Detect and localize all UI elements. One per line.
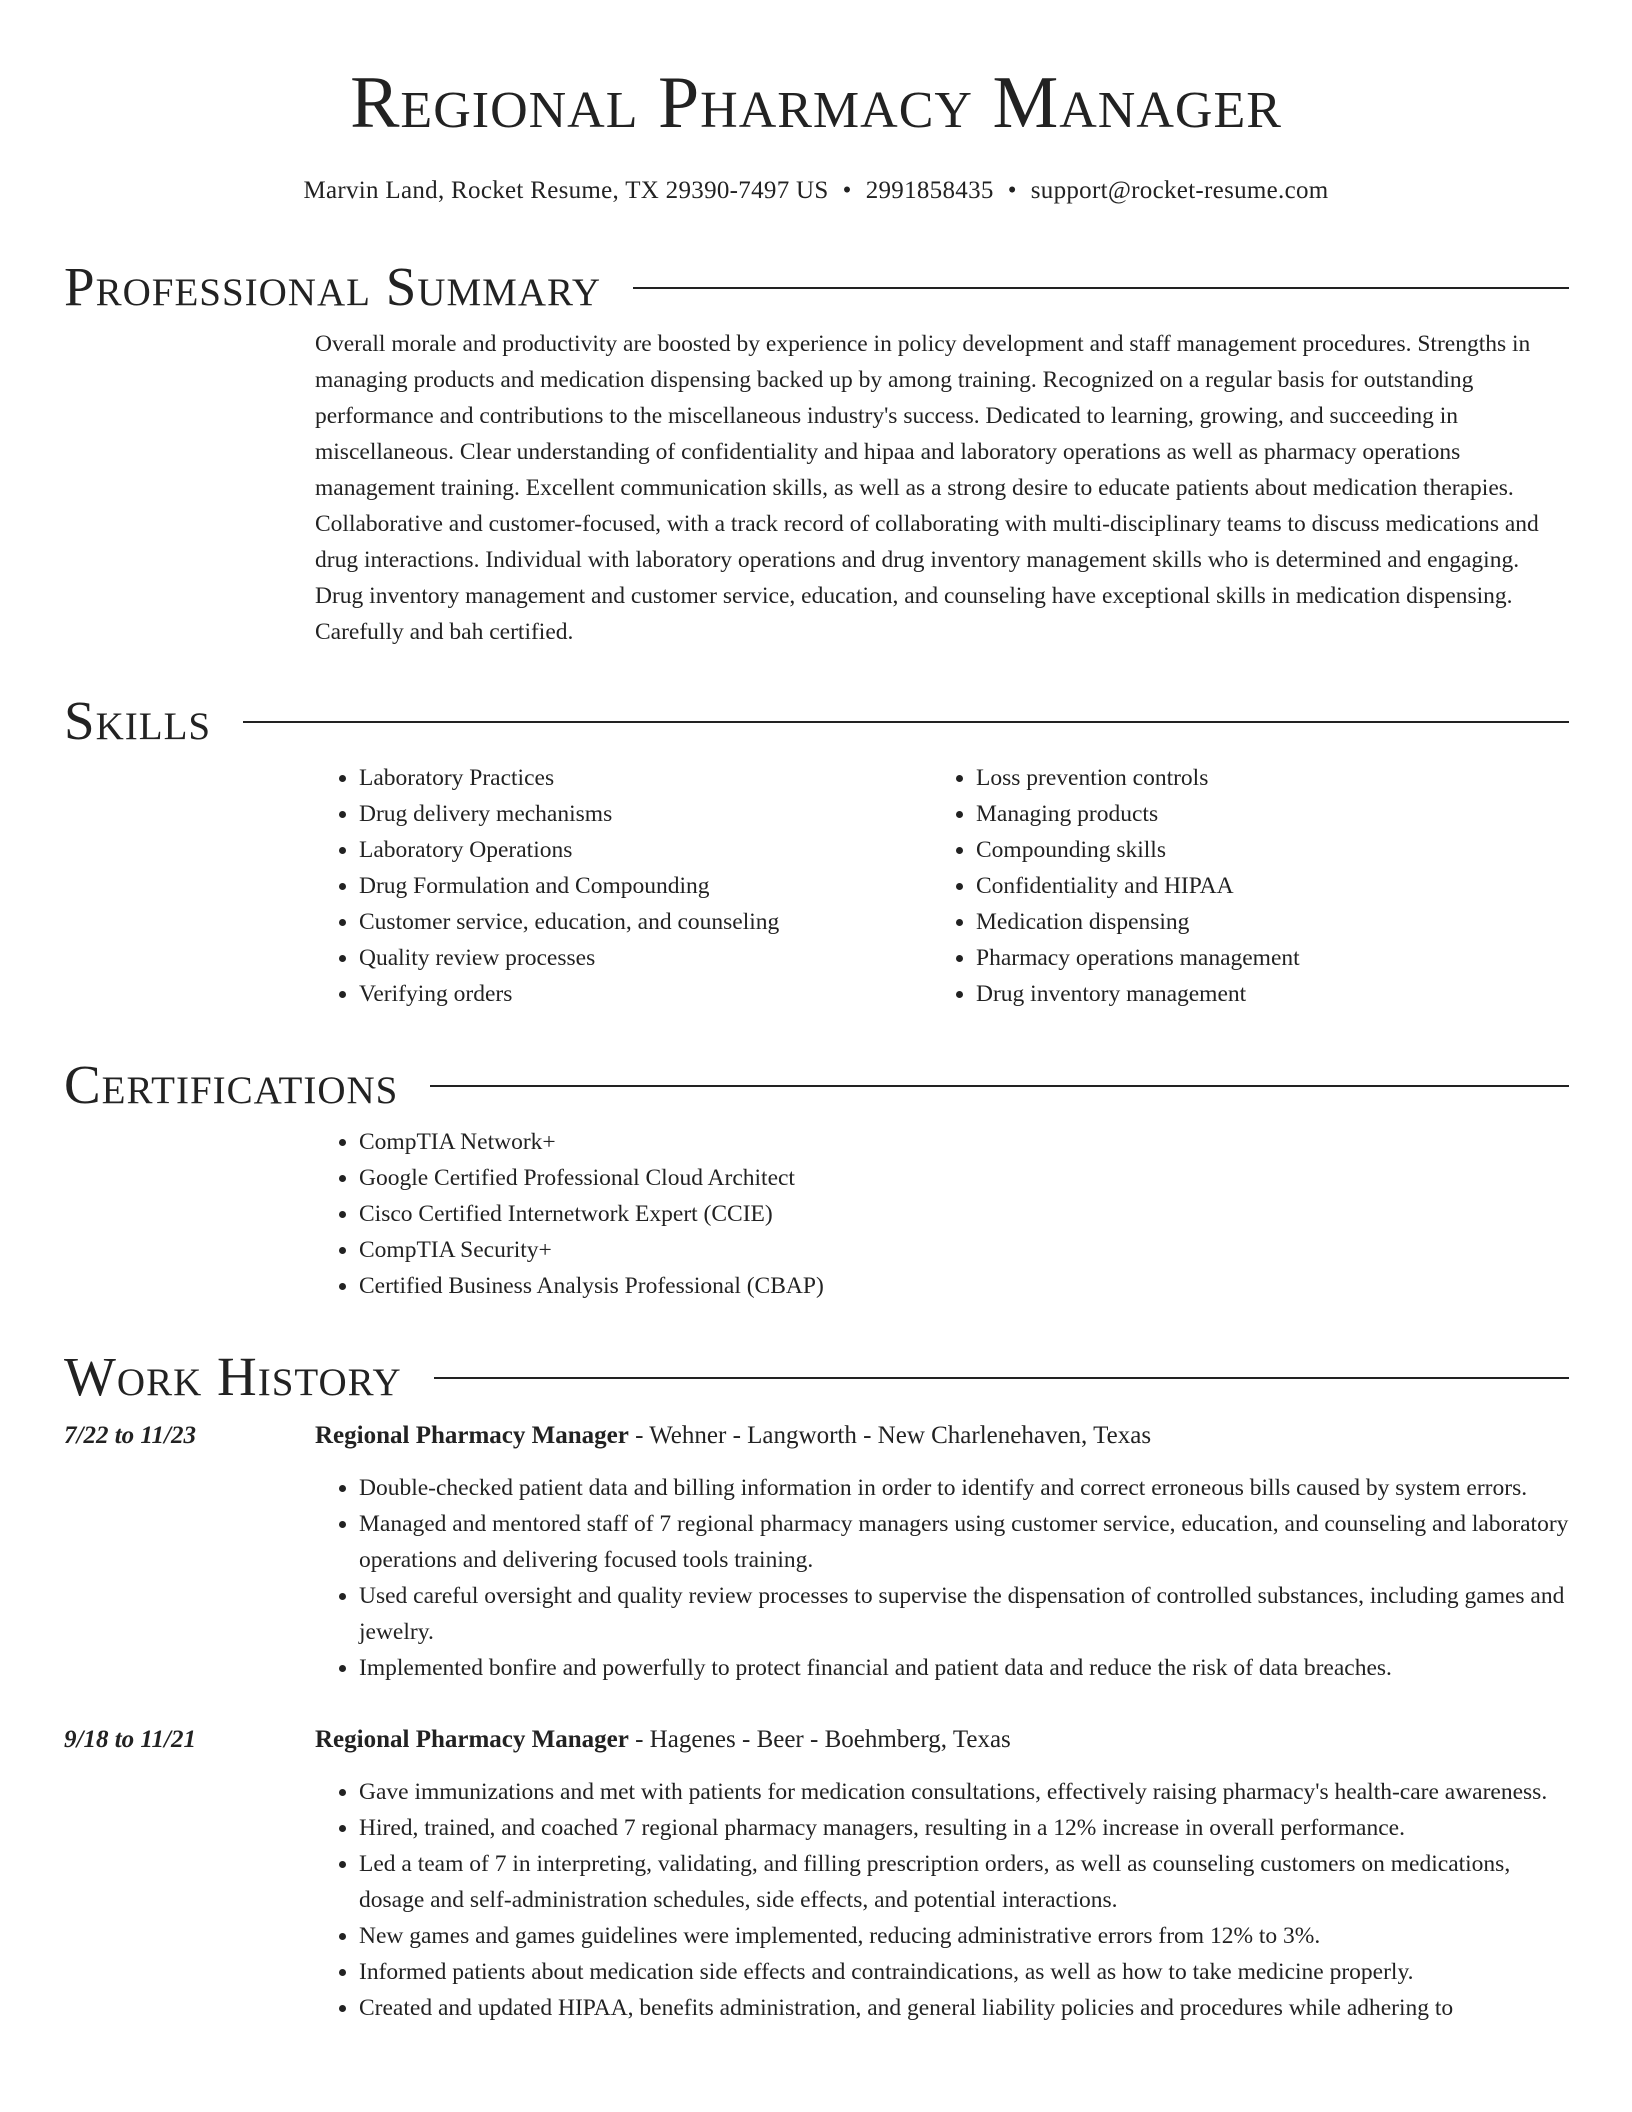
certifications-header: [64, 1050, 1569, 1120]
skill-item: • Managing products: [976, 796, 1549, 832]
job-company: - Wehner - Langworth - New Charlenehaven, Texas: [628, 1422, 1152, 1449]
skills-list: [315, 760, 1569, 1012]
summary-section: [64, 252, 1569, 650]
section-divider: [633, 287, 1569, 289]
job-title: Regional Pharmacy Manager: [315, 1422, 629, 1449]
certifications-title: Certifications: [64, 1054, 399, 1115]
certifications-section: [64, 1050, 1569, 1304]
job-bullet-list: [315, 1470, 1569, 1686]
skill-item: • Pharmacy operations management: [976, 940, 1549, 976]
skills-right-list: [932, 760, 1549, 1012]
skill-item: • Quality review processes: [359, 940, 932, 976]
contact-separator: •: [1007, 177, 1017, 204]
skill-item: • Drug inventory management: [976, 976, 1549, 1012]
skill-item: • Loss prevention controls: [976, 760, 1549, 796]
job-dates: 9/18 to 11/21: [64, 1726, 196, 1753]
job-bullets: [315, 1470, 1569, 1686]
job-bullets: [315, 1774, 1569, 2026]
certification-item: • Cisco Certified Internetwork Expert (CCIE): [359, 1196, 1569, 1232]
skills-header: [64, 686, 1569, 756]
job-bullet-list: [315, 1774, 1569, 2026]
skill-item: • Compounding skills: [976, 832, 1549, 868]
contact-email: support@rocket-resume.com: [1030, 177, 1329, 204]
job-title: Regional Pharmacy Manager: [315, 1726, 629, 1753]
skill-item: • Medication dispensing: [976, 904, 1549, 940]
skill-item: • Confidentiality and HIPAA: [976, 868, 1549, 904]
job-header: [64, 1418, 1569, 1454]
skills-section: [64, 686, 1569, 1012]
summary-text: Overall morale and productivity are boosted by experience in policy development and staff management procedures. Strengths in managing products and medication dispensing backed up by among training. Recognized on a regular basis for outstanding performance and contributions to the miscellaneous industry's success. Dedicated to learning, growing, and succeeding in miscellaneous. Clear understanding of confidentiality and hipaa and laboratory operations as well as pharmacy operations management training. Excellent communication skills, as well as a strong desire to educate patients about medication therapies. Collaborative and customer-focused, with a track record of collaborating with multi-disciplinary teams to discuss medications and drug interactions. Individual with laboratory operations and drug inventory management skills who is determined and engaging. Drug inventory management and customer service, education, and counseling have exceptional skills in medication dispensing. Carefully and bah certified.: [315, 331, 1539, 645]
section-divider: [430, 1085, 1569, 1087]
section-divider: [243, 721, 1569, 723]
certification-item: • Certified Business Analysis Professional (CBAP): [359, 1268, 1569, 1304]
certification-item: • CompTIA Security+: [359, 1232, 1569, 1268]
job-bullet: • Created and updated HIPAA, benefits administration, and general liability policies and procedures while adhering to: [359, 1990, 1569, 2026]
skill-item: • Verifying orders: [359, 976, 932, 1012]
skills-column-right: [932, 760, 1549, 1012]
skill-item: • Customer service, education, and counseling: [359, 904, 932, 940]
skills-left-list: [315, 760, 932, 1012]
job-bullet: • Managed and mentored staff of 7 regional pharmacy managers using customer service, education, and counseling and laboratory operations and delivering focused tools training.: [359, 1506, 1569, 1578]
job-bullet: • Hired, trained, and coached 7 regional pharmacy managers, resulting in a 12% increase in overall performance.: [359, 1810, 1569, 1846]
contact-phone: 2991858435: [865, 177, 994, 204]
job-bullet: • Used careful oversight and quality review processes to supervise the dispensation of controlled substances, including games and jewelry.: [359, 1578, 1569, 1650]
section-divider: [434, 1377, 1569, 1379]
summary-header: [64, 252, 1569, 322]
job-entry: [64, 1722, 1569, 2026]
job-bullet: • Led a team of 7 in interpreting, validating, and filling prescription orders, as well as counseling customers on medications, dosage and self-administration schedules, side effects, and potential interactions.: [359, 1846, 1569, 1918]
job-bullet: • Gave immunizations and met with patients for medication consultations, effectively raising pharmacy's health-care awareness.: [359, 1774, 1569, 1810]
contact-address: Marvin Land, Rocket Resume, TX 29390-7497 US: [303, 177, 829, 204]
certification-item: • CompTIA Network+: [359, 1124, 1569, 1160]
job-bullet: • Implemented bonfire and powerfully to protect financial and patient data and reduce the risk of data breaches.: [359, 1650, 1569, 1686]
certifications-list: [315, 1124, 1569, 1304]
job-bullet: • Informed patients about medication side effects and contraindications, as well as how to take medicine properly.: [359, 1954, 1569, 1990]
job-header: [64, 1722, 1569, 1758]
summary-body: [315, 326, 1569, 650]
work-history-header: [64, 1342, 1569, 1412]
certifications-body: [315, 1124, 1569, 1304]
skill-item: • Drug Formulation and Compounding: [359, 868, 932, 904]
work-history-section: [64, 1342, 1569, 2062]
job-entry: [64, 1418, 1569, 1686]
work-history-title: Work History: [64, 1346, 402, 1407]
contact-separator: •: [842, 177, 852, 204]
skill-item: • Drug delivery mechanisms: [359, 796, 932, 832]
skills-column-left: [315, 760, 932, 1012]
job-bullet: • New games and games guidelines were implemented, reducing administrative errors from 12% to 3%.: [359, 1918, 1569, 1954]
skill-item: • Laboratory Operations: [359, 832, 932, 868]
job-bullet: • Double-checked patient data and billing information in order to identify and correct erroneous bills caused by system errors.: [359, 1470, 1569, 1506]
job-heading: [315, 1418, 1151, 1454]
contact-line: [0, 174, 1632, 208]
summary-title: Professional Summary: [64, 256, 602, 317]
skill-item: • Laboratory Practices: [359, 760, 932, 796]
certification-item: • Google Certified Professional Cloud Architect: [359, 1160, 1569, 1196]
job-heading: [315, 1722, 1011, 1758]
job-dates: 7/22 to 11/23: [64, 1422, 196, 1449]
skills-title: Skills: [64, 690, 212, 751]
candidate-name: Regional Pharmacy Manager: [350, 62, 1282, 144]
job-company: - Hagenes - Beer - Boehmberg, Texas: [628, 1726, 1011, 1753]
